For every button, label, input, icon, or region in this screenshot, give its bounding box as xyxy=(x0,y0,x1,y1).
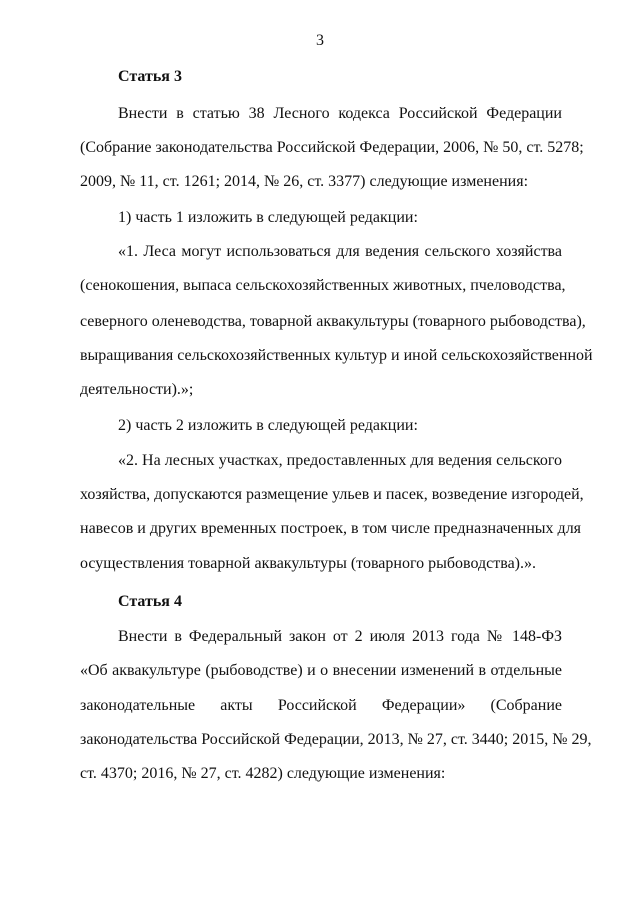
article-4-intro-line-5: ст. 4370; 2016, № 27, ст. 4282) следующие изменения: xyxy=(80,765,446,782)
article-3-intro-line-2: (Собрание законодательства Российской Федерации, 2006, № 50, ст. 5278; xyxy=(80,139,584,156)
article-3-item-1-quote-line-5: деятельности).»; xyxy=(80,381,194,398)
article-3-item-1-label: 1) часть 1 изложить в следующей редакции: xyxy=(118,209,418,226)
article-3-item-2-quote-line-4: осуществления товарной аквакультуры (товарного рыбоводства).». xyxy=(80,555,536,572)
article-3-item-2-label: 2) часть 2 изложить в следующей редакции: xyxy=(118,417,418,434)
article-4-intro-line-3: законодательные акты Российской Федерации» (Собрание xyxy=(80,697,562,714)
article-3-intro-line-1: Внести в статью 38 Лесного кодекса Российской Федерации xyxy=(118,105,562,122)
article-4-intro-line-1: Внести в Федеральный закон от 2 июля 2013 года № 148-ФЗ xyxy=(118,628,562,645)
article-3-item-2-quote-line-1: «2. На лесных участках, предоставленных для ведения сельского xyxy=(118,452,562,469)
article-3-heading: Статья 3 xyxy=(118,68,182,85)
article-3-item-1-quote-line-4: выращивания сельскохозяйственных культур и иной сельскохозяйственной xyxy=(80,347,593,364)
article-3-item-2-quote-line-2: хозяйства, допускаются размещение ульев и пасек, возведение изгородей, xyxy=(80,486,584,503)
article-3-item-1-quote-line-3: северного оленеводства, товарной аквакультуры (товарного рыбоводства), xyxy=(80,313,586,330)
page-number: 3 xyxy=(316,32,324,49)
article-4-intro-line-2: «Об аквакультуре (рыбоводстве) и о внесении изменений в отдельные xyxy=(80,662,562,679)
article-4-heading: Статья 4 xyxy=(118,593,182,610)
article-3-item-1-quote-line-2: (сенокошения, выпаса сельскохозяйственных животных, пчеловодства, xyxy=(80,277,566,294)
article-4-intro-line-4: законодательства Российской Федерации, 2013, № 27, ст. 3440; 2015, № 29, xyxy=(80,731,592,748)
article-3-intro-line-3: 2009, № 11, ст. 1261; 2014, № 26, ст. 3377) следующие изменения: xyxy=(80,173,529,190)
article-3-item-2-quote-line-3: навесов и других временных построек, в том числе предназначенных для xyxy=(80,520,582,537)
article-3-item-1-quote-line-1: «1. Леса могут использоваться для ведения сельского хозяйства xyxy=(118,243,562,260)
